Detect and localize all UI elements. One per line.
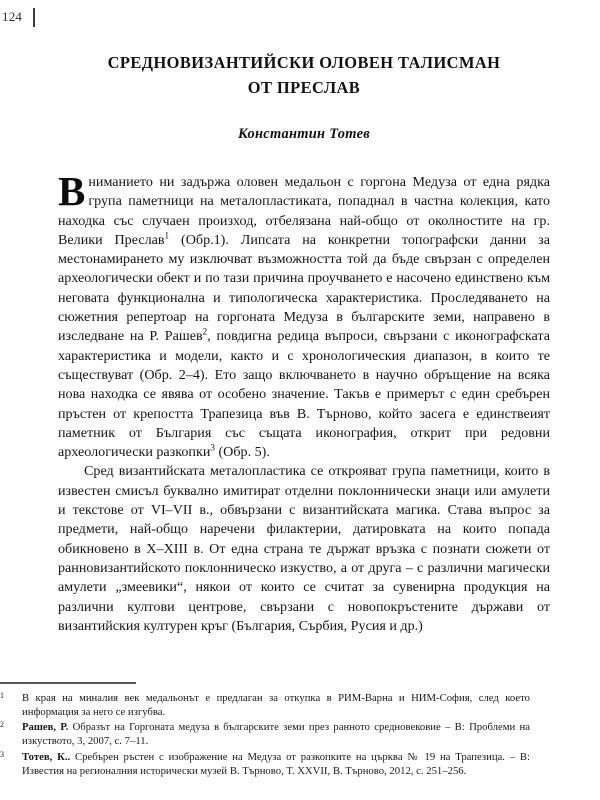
article-title-line-1: СРЕДНОВИЗАНТИЙСКИ ОЛОВЕН ТАЛИСМАН [107,53,501,72]
footnote-author: Рашев, Р. [22,721,73,734]
author-byline: Константин Тотев [237,126,371,142]
footnote-author: Тотев, К.. [22,750,75,763]
folio-divider-rule [33,8,35,27]
page-title [58,50,550,100]
footnotes-block [0,682,530,780]
paragraph-1-part-2: (Обр.1). Липсата на конкретни топографски данни за местонамирането му изключват възможността той да бъде свързан с определен археологически обект и по тази причина проучването е насочено единствено към неговата функционална и типологическа характеристика. Проследяването на сюжетния репертоар на горгоната Медуза в българските земи, направено в изследване на Р. Рашев [58,231,550,345]
footnote-number: 1 [0,690,4,700]
footnote-number: 2 [0,720,4,730]
footnote-ref-3[interactable]: 3 [210,442,215,453]
footnote-item [0,691,530,719]
footnote-body: Сребърен ръстен с изображение на Медуза от разкопките на църква № 19 на Трапезица. – В: Известия на регионалния исторически музей В. Търново, Т. XXVII, В. Търново, 2012, с. 251–256. [22,750,530,778]
footnote-separator-rule [0,682,136,684]
paragraph-1-part-3: , повдигна редица въпроси, свързани с иконографската характеристика и модели, както и с хронологическия диапазон, в които те съществуват (Обр. 2–4). Ето защо включването в научно обръщение на всяка нова находка се явява от особено значение. Такъв е примерът с един сребърен пръстен от крепостта Трапезица във В. Търново, който засега е единствеият паметник от България със същата иконография, открит при редовни археологически разкопки [58,328,550,461]
footnote-text [22,691,530,719]
paragraph-1-part-1: Вниманието ни задържа оловен медальон с горгона Медуза от една рядка група паметници на металопластиката, попаднал в частна колекция, като находка със случаен произход, отбелязана най-общо от околностите на гр. Велики Преслав [58,168,550,248]
article-title-line-2: ОТ ПРЕСЛАВ [247,78,361,97]
footnote-number: 3 [0,749,4,759]
footnote-body: В края на миналия век медальонът е предлаган за откупка в РИМ-Варна и НИМ-София, след което информация за него се изгубва. [22,691,530,718]
footnote-ref-2[interactable]: 2 [202,326,208,337]
paragraph-1 [58,168,550,462]
paragraph-2: Сред византийската металопластика се открояват група паметници, които в известен смисъл буквално имитират отделни поклоннически знаци или амулети и текстове от VI–VII в., обвързани с византийската магика. Става въпрос за предмети, най-общо наречени филактерии, датировката на които попада обикновено в X–XIII в. От една страна те държат връзка с познати сюжети от ранновизантийското поклонническо изкуство, а от друга – с различни магически амулети „змеевики“, някои от които се считат за сувенирна продукция на различни култови центрове, свързани с новопокръстените държави от византийския културен кръг (България, Сърбия, Русия и др.) [58,463,550,634]
page-content [58,0,550,800]
footnote-item [0,720,530,748]
page-number: 124 [2,9,23,24]
footnote-item [0,750,530,778]
footnote-ref-1[interactable]: 1 [164,230,170,241]
footnote-text [22,750,530,778]
title-block [58,50,550,143]
paragraph-1-part-4: (Обр. 5). [214,444,270,461]
footnote-body: Образът на Горгоната медуза в българските земи през ранното средновековие – В: Проблеми на изкуството, 3, 2007, с. 7–11. [22,721,530,748]
footnote-text [22,720,530,748]
article-body [58,168,550,636]
